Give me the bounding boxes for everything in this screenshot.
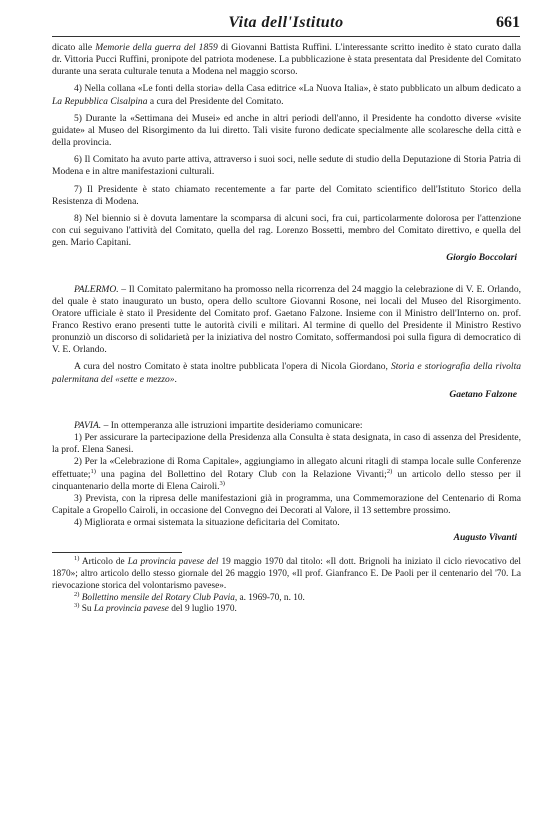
paragraph-pavia-item-4: 4) Migliorata e ormai sistemata la situazione deficitaria del Comitato. [74,517,340,529]
book-title: Memorie della guerra del 1859 [95,42,218,53]
footnote-3: $^{3)}$ Su La provincia pavese del 9 luglio 1970. [74,602,237,615]
album-title: La Repubblica Cisalpina [52,95,148,107]
paragraph-palermo: PALERMO. – Il Comitato palermitano ha promosso nella ricorrenza del 24 maggio la celebrazione di V. E. Orlando, del quale è stato inaugurato un busto, opera dello scultore Giovanni Rosone, nei locali del Museo del Risorgimento. Oratore ufficiale è stato il Presidente del Comitato prof. Gaetano Falzone. Insieme con il Ministro dell'Interno on. prof. Franco Restivo erano presenti tutte le autorità civili e militari. Al termine di quello del Presidente il Ministro Restivo pronunziò un discorso di solidarietà per la iniziativa del nostro Comitato, soffermandosi poi sulla figura di democratico di V. E. Orlando. [52,283,521,356]
signature-falzone: Gaetano Falzone [449,388,517,400]
paragraph-memorie: dicato alle Memorie della guerra del 1859 di Giovanni Battista Ruffini. L'interessante scritto inedito è stato curato dalla dr. Vittoria Pucci Ruffini, pronipote del patriota modenese. La pubblicazione è stata presentata dal Presidente del Comitato durante una serata culturale tenuta a Modena nel maggio scorso. [52,42,521,78]
paragraph-palermo-publication: A cura del nostro Comitato è stata inoltre pubblicata l'opera di Nicola Giordano, Storia e storiografia della rivolta palermitana del «sette e mezzo». [52,361,521,385]
publication-title: Storia e storiografia della rivolta palermitana del «sette e mezzo» [52,361,521,385]
header-title: Vita dell'Istituto [228,14,344,31]
paragraph-pavia-item-2: 2) Per la «Celebrazione di Roma Capitale», aggiungiamo in allegato alcuni ritagli di stampa locale sulle Conferenze effettuate;$^{1)}$ una pagina del Bollettino del Rotary Club con la Relazione Vivanti;$^{2)}$ un articolo dello stesso per il cinquantenario della morte di Elena Cairoli.$^{3)}$ [52,456,521,492]
footnote-ref-2: 2) [386,467,393,475]
body-text [52,42,521,616]
paragraph-item-7: 7) Il Presidente è stato chiamato recentemente a far parte del Comitato scientifico dell'Istituto Storico della Resistenza di Modena. [52,183,521,207]
footnote-divider [52,552,182,553]
signature-boccolari: Giorgio Boccolari [446,252,517,264]
paragraph-pavia-item-1: 1) Per assicurare la partecipazione della Presidenza alla Consulta è stata designata, in caso di assenza del Presidente, la prof. Elena Sanesi. [52,432,521,456]
running-header [52,6,520,37]
footnote-ref-3: 3) [219,479,225,487]
paragraph-item-5: 5) Durante la «Settimana dei Musei» ed anche in altri periodi dell'anno, il Presidente ha condotto diverse «visite guidate» al Museo del Risorgimento da lui diretto. Tali visite furono dedicate specialmente alle scolaresche della città e della provincia. [52,112,521,149]
footnote-ref-1: 1) [90,467,96,475]
footnotes [52,557,521,616]
paragraph-item-6: 6) Il Comitato ha avuto parte attiva, attraverso i suoi soci, nelle sedute di studio della Deputazione di Storia Patria di Modena e in altre manifestazioni culturali. [52,154,521,178]
paragraph-item-4: 4) Nella collana «Le fonti della storia» della Casa editrice «La Nuova Italia», è stato pubblicato un album dedicato a La Repubblica Cisalpina a cura del Presidente del Comitato. [52,83,521,107]
city-heading-palermo: PALERMO. [74,283,119,295]
paragraph-pavia-item-3: 3) Prevista, con la ripresa delle manifestazioni già in programma, una Commemorazione del Centenario di Roma Capitale a Gropello Cairoli, in occasione del Convegno dei Decorati al Valore, il 13 settembre prossimo. [52,492,521,516]
page-number: 661 [496,14,520,31]
footnote-1: $^{1)}$ Articolo de La provincia pavese del 19 maggio 1970 dal titolo: «Il dott. Brignoli ha iniziato il ciclo rievocativo del 1870»; altro articolo dello stesso giornale del 26 maggio 1970, «Il prof. Gianfranco E. De Paoli per il centenario del '70. La rievocazione storica del volontarismo pavese». [52,555,522,591]
paragraph-item-8: 8) Nel biennio si è dovuta lamentare la scomparsa di alcuni soci, fra cui, particolarmente dolorosa per l'attenzione con cui seguivano l'attività del Comitato, quella del rag. Lorenzo Bossetti, membro del Comitato direttivo, e quella del gen. Mario Capitani. [52,212,521,249]
signature-vivanti: Augusto Vivanti [453,532,517,544]
city-heading-pavia: PAVIA. [74,419,102,431]
paragraph-pavia: PAVIA. – In ottemperanza alle istruzioni impartite desideriamo comunicare: [74,419,363,431]
footnote-2: $^{2)}$ Bollettino mensile del Rotary Club Pavia, a. 1969-70, n. 10. [74,590,305,603]
